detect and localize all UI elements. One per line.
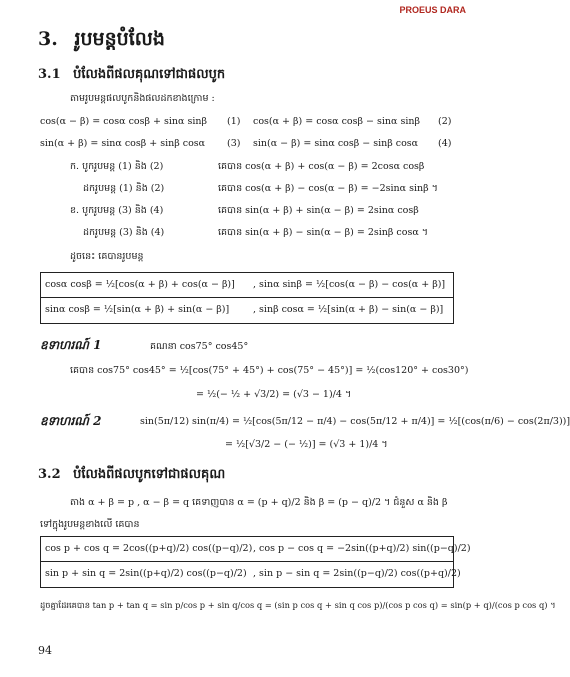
step-result-3: គេបាន sin(α + β) + sin(α − β) = 2sinα cosβ bbox=[218, 205, 419, 216]
example-1-line-1: គេបាន cos75° cos45° = ½[cos(75° + 45°) + cos(75° − 45°)] = ½(cos120° + cos30°) bbox=[70, 365, 469, 376]
box1-row1-right: , sinα sinβ = ½[cos(α − β) − cos(α + β)] bbox=[253, 279, 446, 290]
formula-3-number: (3) bbox=[227, 138, 241, 149]
step-lead-2: ដករូបមន្ត (1) និង (2) bbox=[83, 183, 165, 194]
substitution-text: តាង α + β = p , α − β = q គេទាញបាន α = (p + q)/2 និង β = (p − q)/2 ។ ជំនួស α និង β bbox=[70, 497, 448, 508]
example-2-line-2: = ½[√3/2 − (− ½)] = (√3 + 1)/4 ។ bbox=[225, 439, 388, 450]
box1-row2-left: sinα cosβ = ½[sin(α + β) + sin(α − β)] bbox=[45, 304, 230, 315]
section-3-2-heading bbox=[38, 466, 225, 485]
formula-2-number: (2) bbox=[438, 116, 452, 127]
step-result-1: គេបាន cos(α + β) + cos(α − β) = 2cosα cosβ bbox=[218, 161, 425, 172]
section-3-number: 3. bbox=[38, 28, 58, 50]
example-2-line-1: sin(5π/12) sin(π/4) = ½[cos(5π/12 − π/4) − cos(5π/12 + π/4)] = ½[(cos(π/6) − cos(2π/3))] bbox=[140, 416, 570, 427]
intro-text: តាមរូបមន្តផលបូកនិងផលដកខាងក្រោម : bbox=[70, 93, 215, 104]
product-to-sum-box bbox=[40, 272, 454, 324]
section-3-1-number: 3.1 bbox=[38, 67, 61, 82]
example-1-line-2: = ½(− ½ + √3/2) = (√3 − 1)/4 ។ bbox=[196, 389, 352, 400]
formula-4-number: (4) bbox=[438, 138, 452, 149]
example-1-label: ឧទាហរណ៍ 1 bbox=[40, 338, 102, 352]
so-text: ដូចនេះ គេបានរូបមន្ត bbox=[70, 251, 144, 262]
box1-row1-left: cosα cosβ = ½[cos(α + β) + cos(α − β)] bbox=[45, 279, 235, 290]
box-divider bbox=[41, 561, 453, 562]
step-result-4: គេបាន sin(α + β) − sin(α − β) = 2sinβ cosα ។ bbox=[218, 227, 429, 238]
step-result-2: គេបាន cos(α + β) − cos(α − β) = −2sinα sinβ ។ bbox=[218, 183, 438, 194]
example-1-task: គណនា cos75° cos45° bbox=[150, 341, 249, 352]
section-3-1-heading bbox=[38, 66, 225, 85]
formula-3: sin(α + β) = sinα cosβ + sinβ cosα bbox=[40, 138, 206, 149]
step-lead-4: ដករូបមន្ត (3) និង (4) bbox=[83, 227, 165, 238]
step-lead-3: ខ. បូករូបមន្ត (3) និង (4) bbox=[70, 205, 164, 216]
tan-sum-formula: ដូចគ្នាដែរគេបាន tan p + tan q = sin p/cos p + sin q/cos q = (sin p cos q + sin q cos p)/(cos p cos q) = sin(p + q)/(cos p cos q) ។ bbox=[40, 600, 556, 610]
sum-to-product-box bbox=[40, 536, 471, 588]
section-3-heading bbox=[38, 27, 165, 55]
section-3-2-title: បំលែងពីផលបូកទៅជាផលគុណ bbox=[73, 467, 226, 482]
box1-row2-right: , sinβ cosα = ½[sin(α + β) − sin(α − β)] bbox=[253, 304, 444, 315]
box2-row1-right: , cos p − cos q = −2sin((p+q)/2) sin((p−q)/2) bbox=[253, 543, 471, 554]
box2-row1-left: cos p + cos q = 2cos((p+q)/2) cos((p−q)/2) bbox=[45, 543, 253, 554]
formula-2: cos(α + β) = cosα cosβ − sinα sinβ bbox=[253, 116, 420, 127]
box-divider bbox=[41, 297, 453, 298]
formula-4: sin(α − β) = sinα cosβ − sinβ cosα bbox=[253, 138, 419, 149]
substitution-text-2: ទៅក្នុងរូបមន្តខាងលើ គេបាន bbox=[40, 519, 140, 530]
formula-1: cos(α − β) = cosα cosβ + sinα sinβ bbox=[40, 116, 207, 127]
section-3-2-number: 3.2 bbox=[38, 467, 61, 482]
example-2-label: ឧទាហរណ៍ 2 bbox=[40, 414, 102, 428]
box2-row2-right: , sin p − sin q = 2sin((p−q)/2) cos((p+q)/2) bbox=[253, 568, 461, 579]
section-3-title: រូបមន្តបំលែង bbox=[74, 28, 165, 50]
running-header: PROEUS DARA bbox=[399, 5, 466, 15]
box2-row2-left: sin p + sin q = 2sin((p+q)/2) cos((p−q)/2) bbox=[45, 568, 247, 579]
formula-1-number: (1) bbox=[227, 116, 241, 127]
step-lead-1: ក. បូករូបមន្ត (1) និង (2) bbox=[70, 161, 164, 172]
section-3-1-title: បំលែងពីផលគុណទៅជាផលបូក bbox=[73, 67, 226, 82]
page-number: 94 bbox=[38, 644, 52, 657]
